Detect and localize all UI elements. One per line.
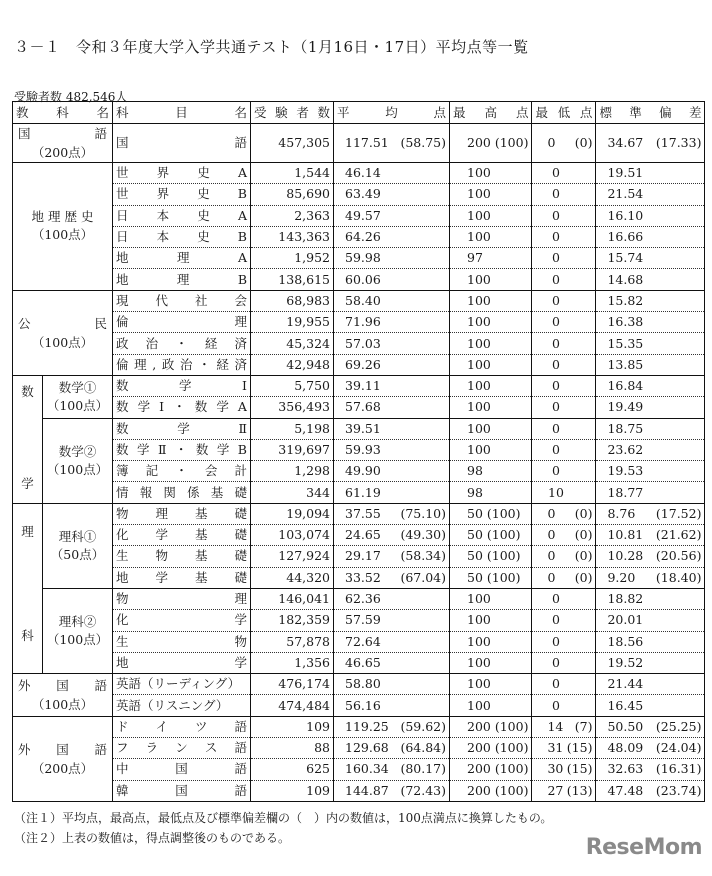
standard-deviation: 10.81 (21.62) [607, 527, 702, 543]
min-score: 0 [551, 335, 560, 351]
header-max: 最 高 点 [453, 104, 529, 120]
page-title: ３－１ 令和３年度大学入学共通テスト（1月16日・17日）平均点等一覧 [14, 38, 529, 56]
average-score: 59.93 [345, 442, 381, 457]
max-score: 98 [467, 484, 483, 500]
standard-deviation: 48.09 (24.04) [607, 740, 702, 756]
min-score: 0 (0) [547, 505, 593, 521]
subject-name: 数 学 Ⅱ [116, 420, 247, 436]
examinee-count: 474,484 [251, 695, 334, 716]
subject-name: 簿 記 ・ 会 計 [116, 463, 247, 479]
subject-name: 数 学 Ⅰ ・ 数 学 A [116, 399, 247, 415]
standard-deviation: 18.75 [607, 420, 644, 436]
average-score: 63.49 [345, 186, 381, 202]
examinee-count: 1,952 [251, 248, 334, 269]
max-score: 100 [467, 442, 491, 457]
min-score: 30 (15) [547, 761, 593, 777]
min-score: 0 [551, 697, 560, 713]
max-score: 50 (100) [467, 569, 521, 585]
table-row [13, 503, 705, 524]
table-row [13, 674, 705, 695]
table-row [13, 461, 705, 482]
subject-name: 中 国 語 [116, 761, 247, 777]
average-score: 39.11 [345, 378, 381, 394]
examinee-count: 44,320 [251, 567, 334, 588]
min-score: 0 [551, 591, 560, 607]
table-row [13, 333, 705, 354]
subject-name: フ ラ ン ス 語 [116, 740, 247, 756]
max-score: 100 [467, 633, 491, 649]
examinee-count: 85,690 [251, 184, 334, 205]
average-score: 58.40 [345, 292, 381, 308]
min-score: 0 [551, 186, 560, 202]
average-score: 117.51 (58.75) [345, 135, 446, 150]
min-score: 0 [551, 676, 560, 692]
standard-deviation: 21.54 [607, 186, 644, 202]
standard-deviation: 16.38 [607, 314, 644, 330]
max-score: 100 [467, 356, 491, 372]
examinee-count: 356,493 [251, 397, 334, 418]
examinee-count: 88 [251, 738, 334, 759]
average-score: 59.98 [345, 250, 381, 266]
examinee-count: 42,948 [251, 354, 334, 375]
examinee-count: 109 [251, 780, 334, 801]
max-score: 98 [467, 463, 483, 479]
min-score: 0 [551, 442, 560, 457]
min-score: 10 [548, 484, 564, 500]
table-row [13, 567, 705, 588]
min-score: 0 [551, 271, 560, 287]
max-score: 100 [467, 399, 491, 415]
examinee-count: 103,074 [251, 525, 334, 546]
standard-deviation: 18.77 [607, 484, 644, 500]
min-score: 27 (13) [547, 782, 593, 798]
min-score: 0 (0) [547, 548, 593, 564]
min-score: 0 [551, 207, 560, 223]
min-score: 0 [551, 612, 560, 628]
subject-name: ド イ ツ 語 [116, 718, 247, 734]
standard-deviation: 21.44 [607, 676, 644, 692]
header-stdev: 標 準 偏 差 [599, 104, 702, 120]
average-score: 61.19 [345, 484, 381, 500]
standard-deviation: 16.45 [607, 697, 644, 713]
subject-name: 英語（リーディング） [116, 676, 241, 692]
average-score: 71.96 [345, 314, 381, 330]
header-subject-area: 教 科 名 [16, 104, 109, 120]
table-row [13, 269, 705, 290]
max-score: 200 (100) [467, 782, 529, 798]
max-score: 100 [467, 165, 491, 181]
table-row [13, 375, 705, 396]
table-row [13, 354, 705, 375]
standard-deviation: 16.10 [607, 207, 644, 223]
average-score: 62.36 [345, 591, 381, 607]
subject-name: 日 本 史 B [116, 229, 247, 245]
max-score: 100 [467, 271, 491, 287]
subject-name: 数 学 Ⅱ ・ 数 学 B [116, 442, 247, 457]
min-score: 0 [551, 420, 560, 436]
subject-name: 地 理 A [116, 250, 247, 266]
min-score: 0 [551, 463, 560, 479]
table-row [13, 124, 705, 163]
standard-deviation: 10.28 (20.56) [607, 548, 702, 564]
average-score: 39.51 [345, 420, 381, 436]
average-score: 64.26 [345, 229, 381, 245]
subject-name: 数 学 Ⅰ [116, 378, 247, 394]
standard-deviation: 47.48 (23.74) [607, 782, 702, 798]
resemom-logo: ReseMom [585, 835, 702, 860]
min-score: 0 (0) [547, 569, 593, 585]
standard-deviation: 19.53 [607, 463, 644, 479]
header-subject: 科 目 名 [116, 104, 247, 120]
standard-deviation: 50.50 (25.25) [607, 718, 702, 734]
standard-deviation: 15.74 [607, 250, 644, 266]
min-score: 0 [551, 356, 560, 372]
table-row [13, 716, 705, 737]
group-komin: 公 民 （100点） [13, 290, 113, 375]
subject-name: 物 理 基 礎 [116, 505, 247, 521]
examinee-count: 19,094 [251, 503, 334, 524]
average-score: 33.52 (67.04) [345, 569, 446, 585]
subject-name: 化 学 [116, 612, 247, 628]
table-row [13, 738, 705, 759]
table-row [13, 163, 705, 184]
examinee-count: 1,544 [251, 163, 334, 184]
average-score: 37.55 (75.10) [345, 505, 446, 521]
min-score: 0 [551, 633, 560, 649]
max-score: 100 [467, 378, 491, 394]
max-score: 50 (100) [467, 505, 521, 521]
standard-deviation: 14.68 [607, 271, 644, 287]
average-score: 24.65 (49.30) [345, 527, 446, 543]
average-score: 57.68 [345, 399, 381, 415]
min-score: 0 [551, 378, 560, 394]
table-row [13, 525, 705, 546]
examinee-count: 146,041 [251, 588, 334, 609]
max-score: 100 [467, 612, 491, 628]
subgroup-rika-2: 理科② （100点） [43, 588, 113, 673]
average-score: 56.16 [345, 697, 381, 713]
average-score: 46.14 [345, 165, 381, 181]
standard-deviation: 19.51 [607, 165, 644, 181]
average-scores-table [12, 101, 705, 802]
examinee-count: 45,324 [251, 333, 334, 354]
subject-name: 物 理 [116, 591, 247, 607]
average-score: 160.34 (80.17) [345, 761, 446, 777]
average-score: 49.57 [345, 207, 381, 223]
average-score: 58.80 [345, 676, 381, 692]
table-row [13, 482, 705, 503]
max-score: 100 [467, 654, 491, 670]
footnote-2: （注２）上表の数値は，得点調整後のものである。 [14, 831, 291, 845]
examinee-count: 344 [251, 482, 334, 503]
standard-deviation: 13.85 [607, 356, 644, 372]
max-score: 100 [467, 697, 491, 713]
examinee-count: 5,750 [251, 375, 334, 396]
subject-name: 世 界 史 B [116, 186, 247, 202]
standard-deviation: 16.66 [607, 229, 644, 245]
table-header [13, 102, 705, 124]
max-score: 100 [467, 591, 491, 607]
subgroup-sugaku-2: 数学② （100点） [43, 418, 113, 503]
min-score: 0 (0) [547, 135, 593, 150]
subject-name: 政 治 ・ 経 済 [116, 335, 247, 351]
table-row [13, 205, 705, 226]
min-score: 0 [551, 399, 560, 415]
min-score: 14 (7) [547, 718, 593, 734]
standard-deviation: 32.63 (16.31) [607, 761, 702, 777]
min-score: 0 [551, 250, 560, 266]
examinee-count: 457,305 [251, 124, 334, 163]
table-row [13, 226, 705, 247]
standard-deviation: 16.84 [607, 378, 644, 394]
table-row [13, 397, 705, 418]
examinee-count: 182,359 [251, 610, 334, 631]
average-score: 57.59 [345, 612, 381, 628]
subject-name: 生 物 [116, 633, 247, 649]
table-row [13, 248, 705, 269]
table-row [13, 610, 705, 631]
average-score: 29.17 (58.34) [345, 548, 446, 564]
min-score: 0 [551, 165, 560, 181]
max-score: 97 [467, 250, 483, 266]
examinee-count: 2,363 [251, 205, 334, 226]
subject-name: 国 語 [116, 135, 247, 150]
examinee-count: 68,983 [251, 290, 334, 311]
examinee-count: 19,955 [251, 312, 334, 333]
header-average: 平 均 点 [337, 104, 446, 120]
subject-name: 倫 理 [116, 314, 247, 330]
examinee-count: 127,924 [251, 546, 334, 567]
subject-name: 日 本 史 A [116, 207, 247, 223]
table-row [13, 780, 705, 801]
min-score: 0 [551, 229, 560, 245]
standard-deviation: 20.01 [607, 612, 644, 628]
max-score: 100 [467, 335, 491, 351]
table-row [13, 439, 705, 460]
standard-deviation: 19.49 [607, 399, 644, 415]
subject-name: 化 学 基 礎 [116, 527, 247, 543]
standard-deviation: 18.56 [607, 633, 644, 649]
table-row [13, 759, 705, 780]
footnote-1: （注１）平均点，最高点，最低点及び標準偏差欄の（ ）内の数値は，100点満点に換算したもの。 [14, 811, 553, 825]
group-kokugo: 国 語 （200点） [13, 124, 113, 163]
average-score: 129.68 (64.84) [345, 740, 446, 756]
table-row [13, 418, 705, 439]
table-row [13, 184, 705, 205]
header-min: 最 低 点 [535, 104, 593, 120]
min-score: 0 [551, 654, 560, 670]
table-row [13, 546, 705, 567]
group-chiri-rekishi: 地 理 歴 史 （100点） [13, 163, 113, 291]
examinee-count: 1,298 [251, 461, 334, 482]
max-score: 100 [467, 292, 491, 308]
standard-deviation: 19.52 [607, 654, 644, 670]
examinee-count: 319,697 [251, 439, 334, 460]
average-score: 69.26 [345, 356, 381, 372]
subject-name: 現 代 社 会 [116, 292, 247, 308]
min-score: 0 [551, 292, 560, 308]
subject-name: 倫 理 , 政 治 ・ 経 済 [116, 356, 247, 372]
subject-name: 韓 国 語 [116, 782, 247, 798]
examinee-count: 625 [251, 759, 334, 780]
group-gaikokugo-100: 外 国 語 （100点） [13, 674, 113, 717]
max-score: 100 [467, 314, 491, 330]
average-score: 57.03 [345, 335, 381, 351]
table-row [13, 290, 705, 311]
footnotes [14, 808, 552, 848]
examinee-count: 1,356 [251, 652, 334, 673]
max-score: 100 [467, 229, 491, 245]
group-sugaku: 数 学 [13, 375, 43, 503]
standard-deviation: 15.35 [607, 335, 644, 351]
subject-name: 地 理 B [116, 271, 247, 287]
table-row [13, 631, 705, 652]
min-score: 0 (0) [547, 527, 593, 543]
table-row [13, 588, 705, 609]
examinee-count: 143,363 [251, 226, 334, 247]
max-score: 100 [467, 207, 491, 223]
group-rika: 理 科 [13, 503, 43, 673]
max-score: 50 (100) [467, 527, 521, 543]
average-score: 119.25 (59.62) [345, 718, 446, 734]
average-score: 49.90 [345, 463, 381, 479]
subject-name: 情 報 関 係 基 礎 [116, 484, 247, 500]
subject-name: 地 学 [116, 654, 247, 670]
subgroup-sugaku-1: 数学① （100点） [43, 375, 113, 418]
subject-name: 英語（リスニング） [116, 697, 229, 713]
examinee-count: 476,174 [251, 674, 334, 695]
examinee-count: 109 [251, 716, 334, 737]
subject-name: 生 物 基 礎 [116, 548, 247, 564]
group-gaikokugo-200: 外 国 語 （200点） [13, 716, 113, 801]
table-row [13, 312, 705, 333]
standard-deviation: 15.82 [607, 292, 644, 308]
standard-deviation: 9.20 (18.40) [607, 569, 702, 585]
max-score: 200 (100) [467, 740, 529, 756]
examinee-count: 5,198 [251, 418, 334, 439]
examinee-count: 138,615 [251, 269, 334, 290]
total-examinees: 受験者数 482,546人 [14, 90, 128, 104]
table-row [13, 695, 705, 716]
max-score: 100 [467, 186, 491, 202]
max-score: 200 (100) [467, 761, 529, 777]
standard-deviation: 34.67 (17.33) [607, 135, 702, 150]
subject-name: 世 界 史 A [116, 165, 247, 181]
max-score: 100 [467, 676, 491, 692]
average-score: 72.64 [345, 633, 381, 649]
standard-deviation: 18.82 [607, 591, 644, 607]
max-score: 200 (100) [467, 135, 529, 150]
average-score: 46.65 [345, 654, 381, 670]
min-score: 0 [551, 314, 560, 330]
max-score: 200 (100) [467, 718, 529, 734]
min-score: 31 (15) [547, 740, 593, 756]
subgroup-rika-1: 理科① （50点） [43, 503, 113, 588]
subject-name: 地 学 基 礎 [116, 569, 247, 585]
header-examinees: 受 験 者 数 [254, 104, 330, 120]
max-score: 100 [467, 420, 491, 436]
standard-deviation: 8.76 (17.52) [607, 505, 702, 521]
examinee-count: 57,878 [251, 631, 334, 652]
table-row [13, 652, 705, 673]
average-score: 60.06 [345, 271, 381, 287]
average-score: 144.87 (72.43) [345, 782, 446, 798]
standard-deviation: 23.62 [607, 442, 644, 457]
max-score: 50 (100) [467, 548, 521, 564]
